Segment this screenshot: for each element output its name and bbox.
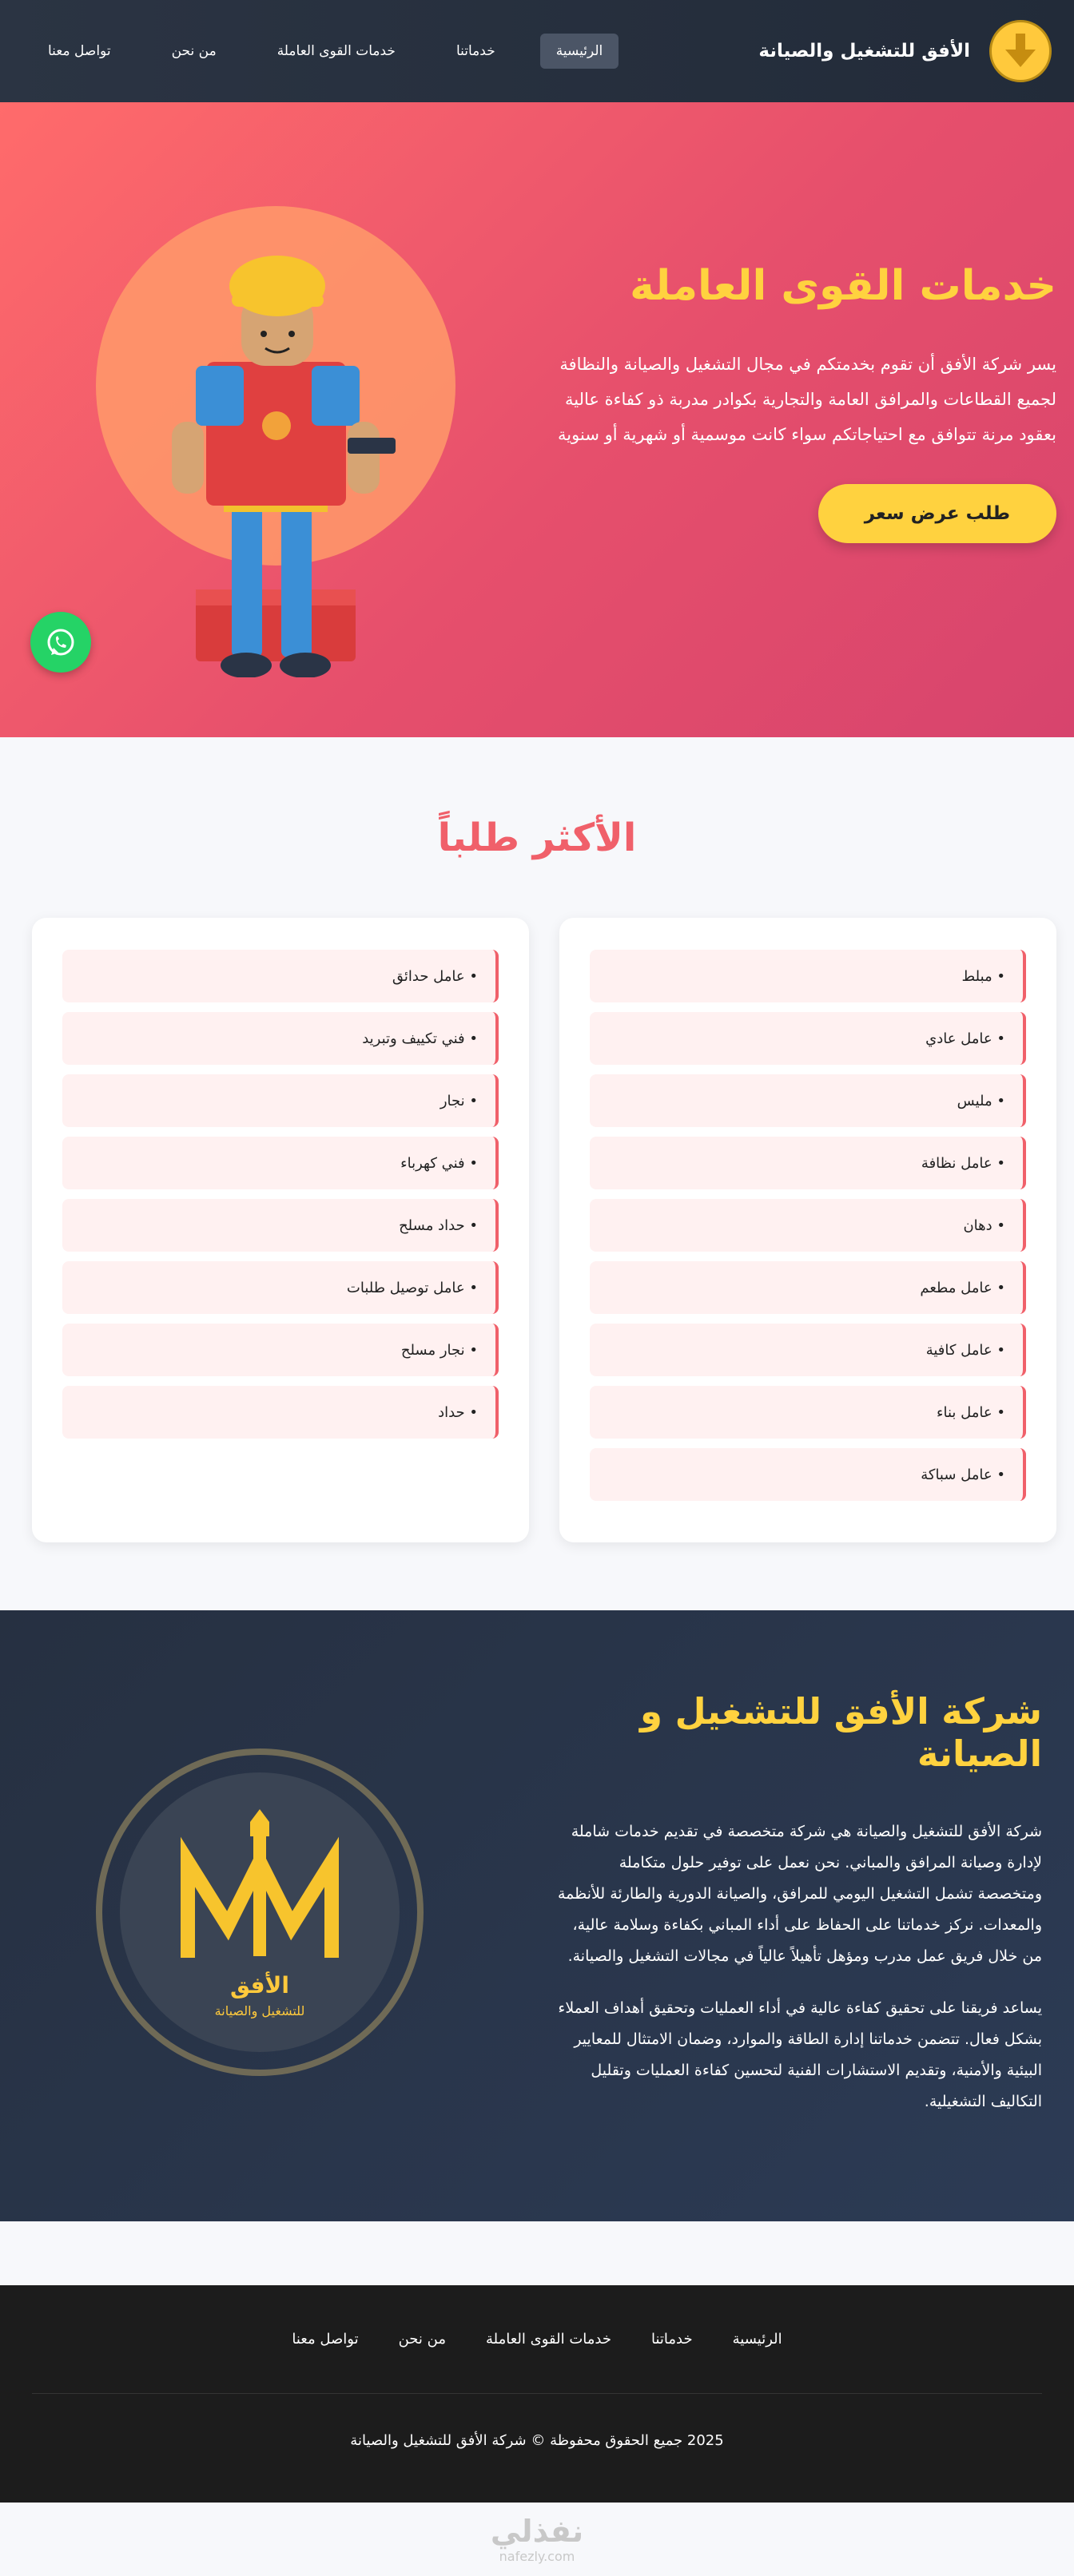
hero-title: خدمات القوى العاملة	[630, 262, 1056, 310]
footer-link-contact[interactable]: تواصل معنا	[292, 2331, 359, 2348]
list-item: • فني تكييف وتبريد	[62, 1012, 499, 1065]
footer-nav	[32, 2285, 1042, 2394]
spacer	[0, 2221, 1074, 2285]
watermark	[0, 2503, 1074, 2574]
logo-mark-icon	[172, 1806, 348, 1966]
list-item: • فني كهرباء	[62, 1137, 499, 1189]
copyright-text: 2025 جميع الحقوق محفوظة © شركة الأفق للتشغيل والصيانة	[350, 2432, 724, 2449]
logo-subtitle: للتشغيل والصيانة	[214, 2003, 305, 2018]
footer-link-services[interactable]: خدماتنا	[650, 2331, 693, 2348]
list-item: • نجار	[62, 1074, 499, 1127]
nav-link-services[interactable]: خدماتنا	[455, 43, 495, 59]
logo-name: الأفق	[229, 1972, 290, 1998]
hero-section	[0, 102, 1074, 737]
list-item: • عامل نظافة	[590, 1137, 1026, 1189]
footer	[0, 2285, 1074, 2503]
list-item: • مليس	[590, 1074, 1026, 1127]
jobs-card-left	[32, 918, 529, 1542]
request-quote-button[interactable]: طلب عرض سعر	[818, 484, 1056, 543]
footer-link-about[interactable]: من نحن	[398, 2331, 446, 2348]
list-item: • عامل سباكة	[590, 1448, 1026, 1501]
section-title: الأكثر طلباً	[437, 816, 637, 860]
list-item: • حداد	[62, 1386, 499, 1439]
nav-link-contact[interactable]: تواصل معنا	[48, 43, 111, 59]
list-item: • حداد مسلح	[62, 1199, 499, 1252]
about-section	[0, 1610, 1074, 2221]
list-item: • عامل بناء	[590, 1386, 1026, 1439]
company-logo	[96, 1748, 424, 2076]
watermark-arabic: نفذلي	[490, 2513, 584, 2549]
main-nav	[32, 34, 619, 69]
nav-link-home[interactable]: الرئيسية	[540, 34, 619, 69]
list-item: • دهان	[590, 1199, 1026, 1252]
list-item: • عامل توصيل طلبات	[62, 1261, 499, 1314]
most-requested-section	[0, 737, 1074, 1610]
brand-title[interactable]: الأفق للتشغيل والصيانة	[758, 41, 970, 62]
footer-link-manpower[interactable]: خدمات القوى العاملة	[486, 2331, 611, 2348]
list-item: • عامل كافية	[590, 1324, 1026, 1376]
nav-link-manpower[interactable]: خدمات القوى العاملة	[276, 43, 396, 59]
hero-description: يسر شركة الأفق أن تقوم بخدمتكم في مجال التشغيل والصيانة والنظافة لجميع القطاعات والمرافق العامة والتجارية بكوادر مدربة ذو كفاءة عالية بعقود مرنة تتوافق مع احتياجاتكم سواء كانت موسمية أو شهرية أو سنوية	[558, 355, 1056, 445]
about-title: شركة الأفق للتشغيل و الصيانة	[640, 1690, 1042, 1775]
worker-illustration	[72, 182, 487, 677]
about-paragraph: يساعد فريقنا على تحقيق كفاءة عالية في أداء العمليات وتحقيق أهداف العملاء بشكل فعال. تتضمن خدماتنا إدارة الطاقة والموارد، وضمان الامتثال للمعايير البيئية والأمنية، وتقديم الاستشارات الفنية لتحسين كفاءة العمليات وتقليل التكاليف التشغيلية.	[558, 1998, 1042, 2110]
list-item: • عامل عادي	[590, 1012, 1026, 1065]
footer-link-home[interactable]: الرئيسية	[732, 2331, 782, 2348]
list-item: • مبلط	[590, 950, 1026, 1002]
top-navbar	[0, 0, 1074, 102]
list-item: • نجار مسلح	[62, 1324, 499, 1376]
whatsapp-button[interactable]	[30, 612, 91, 673]
brand[interactable]	[758, 20, 1052, 82]
jobs-card-right	[559, 918, 1056, 1542]
about-paragraph: شركة الأفق للتشغيل والصيانة هي شركة متخصصة في تقديم خدمات شاملة لإدارة وصيانة المرافق والمباني. نحن نعمل على توفير حلول متكاملة ومتخصصة تشمل التشغيل اليومي للمرافق، والصيانة الدورية والطارئة للأنظمة والمعدات. نركز خدماتنا على الحفاظ على أداء المباني بكفاءة وسلامة عالية، من خلال فريق عمل مدرب ومؤهل تأهيلاً عالياً في مجالات التشغيل والصيانة.	[558, 1823, 1042, 1965]
list-item: • عامل حدائق	[62, 950, 499, 1002]
list-item: • عامل مطعم	[590, 1261, 1026, 1314]
about-text	[555, 1690, 1042, 2221]
watermark-latin: nafezly.com	[499, 2548, 575, 2564]
hero-text	[545, 262, 1056, 543]
logo-icon[interactable]	[989, 20, 1052, 82]
whatsapp-icon	[45, 626, 77, 658]
nav-link-about[interactable]: من نحن	[171, 43, 217, 59]
